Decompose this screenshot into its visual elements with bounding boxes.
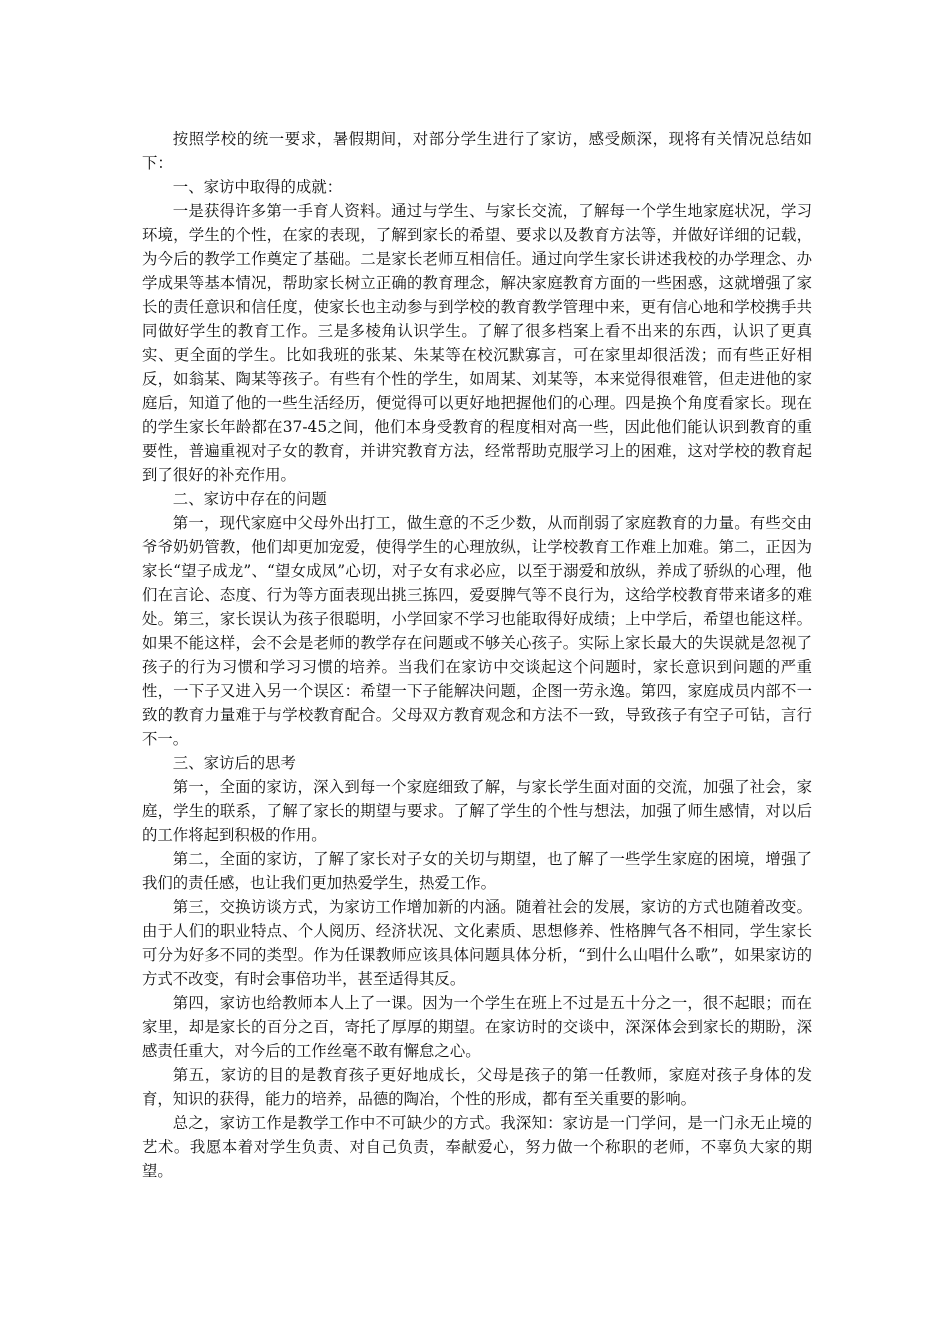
- reflection-paragraph-1: 第一，全面的家访，深入到每一个家庭细致了解，与家长学生面对面的交流，加强了社会，家庭，学生的联系，了解了家长的期望与要求。了解了学生的个性与想法，加强了师生感情，对以后的工作将起到积极的作用。: [142, 778, 812, 844]
- intro-paragraph: 按照学校的统一要求，暑假期间，对部分学生进行了家访，感受颇深，现将有关情况总结如下：: [142, 130, 812, 172]
- problems-paragraph: 第一，现代家庭中父母外出打工，做生意的不乏少数，从而削弱了家庭教育的力量。有些交由爷爷奶奶管教，他们却更加宠爱，使得学生的心理放纵，让学校教育工作难上加难。第二，正因为家长“望子成龙”、“望女成凤”心切，对子女有求必应，以至于溺爱和放纵，养成了骄纵的心理，他们在言论、态度、行为等方面表现出挑三拣四，爱耍脾气等不良行为，这给学校教育带来诸多的难处。第三，家长误认为孩子很聪明，小学回家不学习也能取得好成绩；上中学后，希望也能这样。如果不能这样，会不会是老师的教学存在问题或不够关心孩子。实际上家长最大的失误就是忽视了孩子的行为习惯和学习习惯的培养。当我们在家访中交谈起这个问题时，家长意识到问题的严重性，一下子又进入另一个误区：希望一下子能解决问题，企图一劳永逸。第四，家庭成员内部不一致的教育力量难于与学校教育配合。父母双方教育观念和方法不一致，导致孩子有空子可钻，言行不一。: [142, 514, 812, 748]
- reflection-paragraph-2: 第二，全面的家访，了解了家长对子女的关切与期望，也了解了一些学生家庭的困境，增强了我们的责任感，也让我们更加热爱学生，热爱工作。: [142, 850, 812, 892]
- conclusion-paragraph: 总之，家访工作是教学工作中不可缺少的方式。我深知：家访是一门学问，是一门永无止境的艺术。我愿本着对学生负责、对自己负责，奉献爱心，努力做一个称职的老师，不辜负大家的期望。: [142, 1114, 812, 1180]
- reflection-paragraph-5: 第五，家访的目的是教育孩子更好地成长，父母是孩子的第一任教师，家庭对孩子身体的发育，知识的获得，能力的培养，品德的陶冶，个性的形成，都有至关重要的影响。: [142, 1066, 812, 1108]
- reflection-paragraph-4: 第四，家访也给教师本人上了一课。因为一个学生在班上不过是五十分之一，很不起眼；而在家里，却是家长的百分之百，寄托了厚厚的期望。在家访时的交谈中，深深体会到家长的期盼，深感责任重大，对今后的工作丝毫不敢有懈怠之心。: [142, 994, 812, 1060]
- section-heading-problems: 二、家访中存在的问题: [172, 490, 327, 508]
- section-heading-reflections: 三、家访后的思考: [172, 754, 296, 772]
- reflection-paragraph-3: 第三，交换访谈方式，为家访工作增加新的内涵。随着社会的发展，家访的方式也随着改变。由于人们的职业特点、个人阅历、经济状况、文化素质、思想修养、性格脾气各不相同，学生家长可分为好多不同的类型。作为任课教师应该具体问题具体分析，“到什么山唱什么歌”，如果家访的方式不改变，有时会事倍功半，甚至适得其反。: [142, 898, 812, 988]
- achievements-paragraph: 一是获得许多第一手育人资料。通过与学生、与家长交流，了解每一个学生地家庭状况，学习环境，学生的个性，在家的表现，了解到家长的希望、要求以及教育方法等，并做好详细的记载，为今后的教学工作奠定了基础。二是家长老师互相信任。通过向学生家长讲述我校的办学理念、办学成果等基本情况，帮助家长树立正确的教育理念，解决家庭教育方面的一些困惑，这就增强了家长的责任意识和信任度，使家长也主动参与到学校的教育教学管理中来，更有信心地和学校携手共同做好学生的教育工作。三是多棱角认识学生。了解了很多档案上看不出来的东西，认识了更真实、更全面的学生。比如我班的张某、朱某等在校沉默寡言，可在家里却很活泼；而有些正好相反，如翁某、陶某等孩子。有些有个性的学生，如周某、刘某等，本来觉得很难管，但走进他的家庭后，知道了他的一些生活经历，便觉得可以更好地把握他们的心理。四是换个角度看家长。现在的学生家长年龄都在37-45之间，他们本身受教育的程度相对高一些，因此他们能认识到教育的重要性，普遍重视对子女的教育，并讲究教育方法，经常帮助克服学习上的困难，这对学校的教育起到了很好的补充作用。: [142, 202, 812, 484]
- section-heading-achievements: 一、家访中取得的成就：: [172, 178, 343, 196]
- document-body: [142, 127, 812, 1183]
